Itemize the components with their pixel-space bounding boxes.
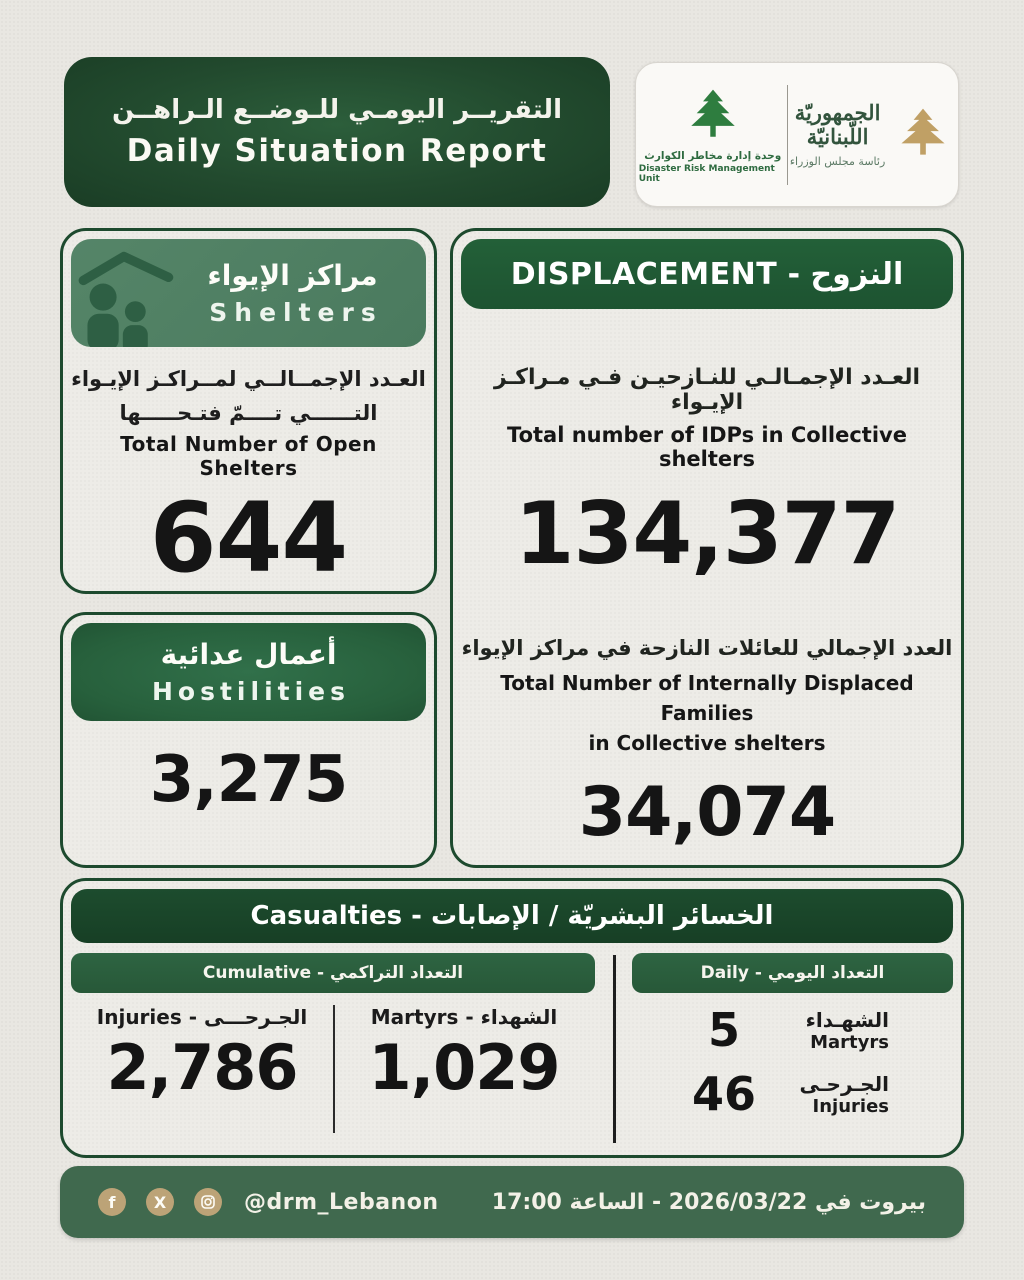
casualties-header-band: [71, 889, 953, 943]
daily-band: [632, 953, 953, 993]
daily-cumulative-divider: [613, 955, 616, 1143]
cumulative-martyrs-value: 1,029: [368, 1031, 560, 1104]
hostilities-total-value: 3,275: [149, 743, 348, 817]
lebanese-republic-calligraphy: [790, 101, 885, 168]
gov-name-line2: اللّبنانيّة: [806, 124, 869, 149]
report-date-time: بيروت في 2026/03/22 - الساعة 17:00: [491, 1189, 926, 1215]
cumulative-injuries-label: الجـرحـــى - Injuries: [96, 1005, 308, 1029]
cumulative-martyrs-cell: [333, 1001, 595, 1105]
daily-injuries-label-english: Injuries: [812, 1095, 889, 1117]
shelters-title-arabic: مراكز الإيواء: [207, 259, 378, 292]
idps-total-value: 134,377: [514, 484, 900, 584]
casualties-header-text: الخسائر البشريّة / الإصابات - Casualties: [250, 901, 774, 931]
footer-bar: [60, 1166, 964, 1238]
hostilities-title-english: Hostilities: [152, 677, 350, 706]
shelters-desc-ar-line2: التــــــي تــــمّ فتـحـــــها: [119, 400, 378, 425]
x-twitter-icon[interactable]: X: [146, 1188, 174, 1216]
families-description-arabic: العدد الإجمالي للعائلات النازحة في مراكز الإيواء: [461, 635, 953, 660]
daily-injuries-label-arabic: الجـرحـى: [799, 1071, 889, 1096]
drm-name-arabic: وحدة إدارة مخاطر الكوارث: [644, 149, 782, 162]
report-title-english: Daily Situation Report: [126, 133, 548, 169]
daily-injuries-labels: [793, 1072, 889, 1117]
cumulative-section: [71, 953, 595, 1143]
displacement-header-text: النزوح - DISPLACEMENT: [510, 256, 904, 292]
casualties-body: [71, 953, 953, 1143]
daily-rows: [632, 1003, 953, 1121]
daily-martyrs-label-english: Martyrs: [810, 1031, 889, 1053]
logos-card: [635, 62, 959, 207]
cumulative-cells: [71, 1001, 595, 1105]
drm-name-english: Disaster Risk Management Unit: [638, 163, 775, 184]
instagram-icon[interactable]: [194, 1188, 222, 1216]
social-icons: [98, 1188, 222, 1216]
cumulative-band: [71, 953, 595, 993]
shelters-description-english: Total Number of Open Shelters: [120, 432, 377, 481]
shelters-desc-ar-line1: العـدد الإجمــالــي لمــراكـز الإيـواء: [71, 367, 426, 391]
daily-section: [632, 953, 953, 1143]
shelter-house-people-icon: [75, 243, 179, 347]
casualties-card: [60, 878, 964, 1158]
idps-description-english: Total number of IDPs in Collective shelters: [507, 423, 907, 471]
families-desc-en-line2: in Collective shelters: [588, 730, 826, 755]
footer-social-group: [98, 1188, 439, 1216]
gov-name-line1: الجمهوريّة: [794, 99, 881, 125]
displacement-header-band: [461, 239, 953, 309]
daily-martyrs-label-arabic: الشهـداء: [805, 1007, 889, 1032]
shelters-title-english: Shelters: [209, 298, 383, 327]
report-title-card: [64, 57, 610, 207]
hostilities-card: [60, 612, 437, 868]
daily-martyrs-labels: [793, 1008, 889, 1053]
families-stat-block: [461, 636, 953, 852]
shelters-total-value: 644: [149, 482, 348, 595]
families-total-value: 34,074: [578, 772, 836, 852]
shelters-description-arabic: [71, 363, 426, 430]
daily-martyrs-value: 5: [707, 1003, 740, 1057]
cumulative-injuries-cell: [71, 1001, 333, 1105]
idps-description-arabic: العـدد الإجمـالـي للنـازحيـن فـي مـراكـز الإيـواء: [493, 365, 921, 415]
idps-stat-block: [461, 365, 953, 584]
cumulative-martyrs-label: الشهداء - Martyrs: [370, 1005, 558, 1029]
daily-injuries-value: 46: [691, 1067, 756, 1121]
hostilities-header-band: [71, 623, 426, 721]
shelters-card: [60, 228, 437, 594]
cumulative-band-text: التعداد التراكمي - Cumulative: [202, 963, 464, 983]
families-description-english: [461, 668, 953, 758]
daily-martyrs-row: [632, 1003, 889, 1057]
displacement-card: [450, 228, 964, 868]
gold-cedar-tree-icon: [893, 103, 953, 167]
report-title-arabic: التقريــر اليومـي للـوضــع الـراهــن: [112, 95, 562, 125]
drm-logo: [639, 86, 787, 184]
social-handle[interactable]: @drm_Lebanon: [244, 1189, 439, 1215]
cumulative-injuries-value: 2,786: [106, 1031, 298, 1104]
facebook-icon[interactable]: f: [98, 1188, 126, 1216]
daily-band-text: التعداد اليومي - Daily: [700, 963, 885, 983]
shelters-header-band: [71, 239, 426, 347]
hostilities-title-arabic: أعمال عدائية: [160, 638, 337, 671]
lebanese-republic-logo: [788, 101, 955, 168]
drm-cedar-tree-icon: [682, 86, 744, 148]
cumulative-cell-divider: [333, 1005, 335, 1133]
families-desc-en-line1: Total Number of Internally Displaced Families: [500, 670, 914, 725]
gov-subtitle: رئاسة مجلس الوزراء: [789, 155, 886, 169]
daily-injuries-row: [632, 1067, 889, 1121]
